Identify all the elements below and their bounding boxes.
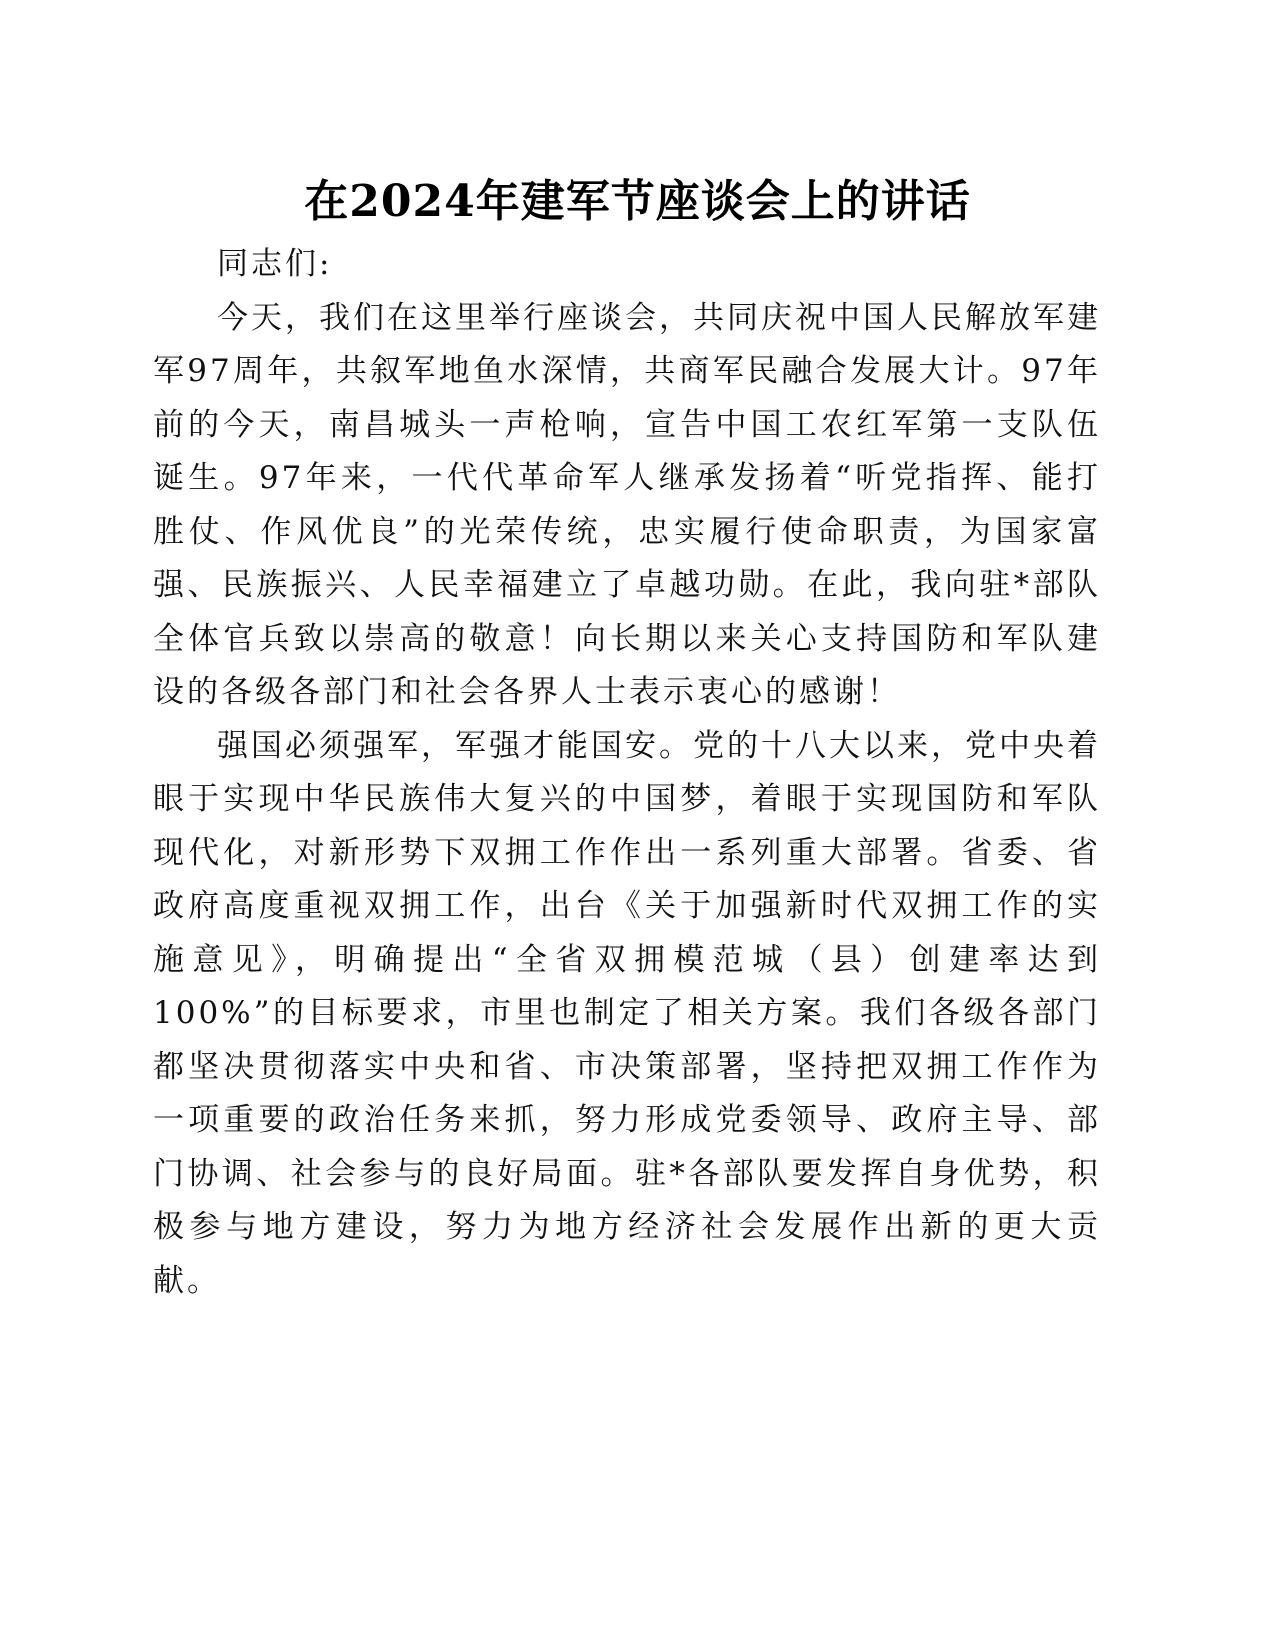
document-title: 在2024年建军节座谈会上的讲话 — [304, 176, 971, 227]
document-body — [153, 238, 1101, 1308]
salutation-paragraph: 同志们: — [217, 246, 333, 282]
body-paragraph: 强国必须强军，军强才能国安。党的十八大以来，党中央着眼于实现中华民族伟大复兴的中国梦，着眼于实现国防和军队现代化，对新形势下双拥工作作出一系列重大部署。省委、省政府高度重视双拥工作，出台《关于加强新时代双拥工作的实施意见》，明确提出“全省双拥模范城（县）创建率达到100%”的目标要求，市里也制定了相关方案。我们各级各部门都坚决贯彻落实中央和省、市决策部署，坚持把双拥工作作为一项重要的政治任务来抓，努力形成党委领导、政府主导、部门协调、社会参与的良好局面。驻*各部队要发挥自身优势，积极参与地方建设，努力为地方经济社会发展作出新的更大贡献。 — [153, 727, 1101, 1299]
body-paragraph: 今天，我们在这里举行座谈会，共同庆祝中国人民解放军建军97周年，共叙军地鱼水深情，共商军民融合发展大计。97年前的今天，南昌城头一声枪响，宣告中国工农红军第一支队伍诞生。97年来，一代代革命军人继承发扬着“听党指挥、能打胜仗、作风优良”的光荣传统，忠实履行使命职责，为国家富强、民族振兴、人民幸福建立了卓越功勋。在此，我向驻*部队全体官兵致以崇高的敬意！向长期以来关心支持国防和军队建设的各级各部门和社会各界人士表示衷心的感谢！ — [153, 299, 1101, 710]
